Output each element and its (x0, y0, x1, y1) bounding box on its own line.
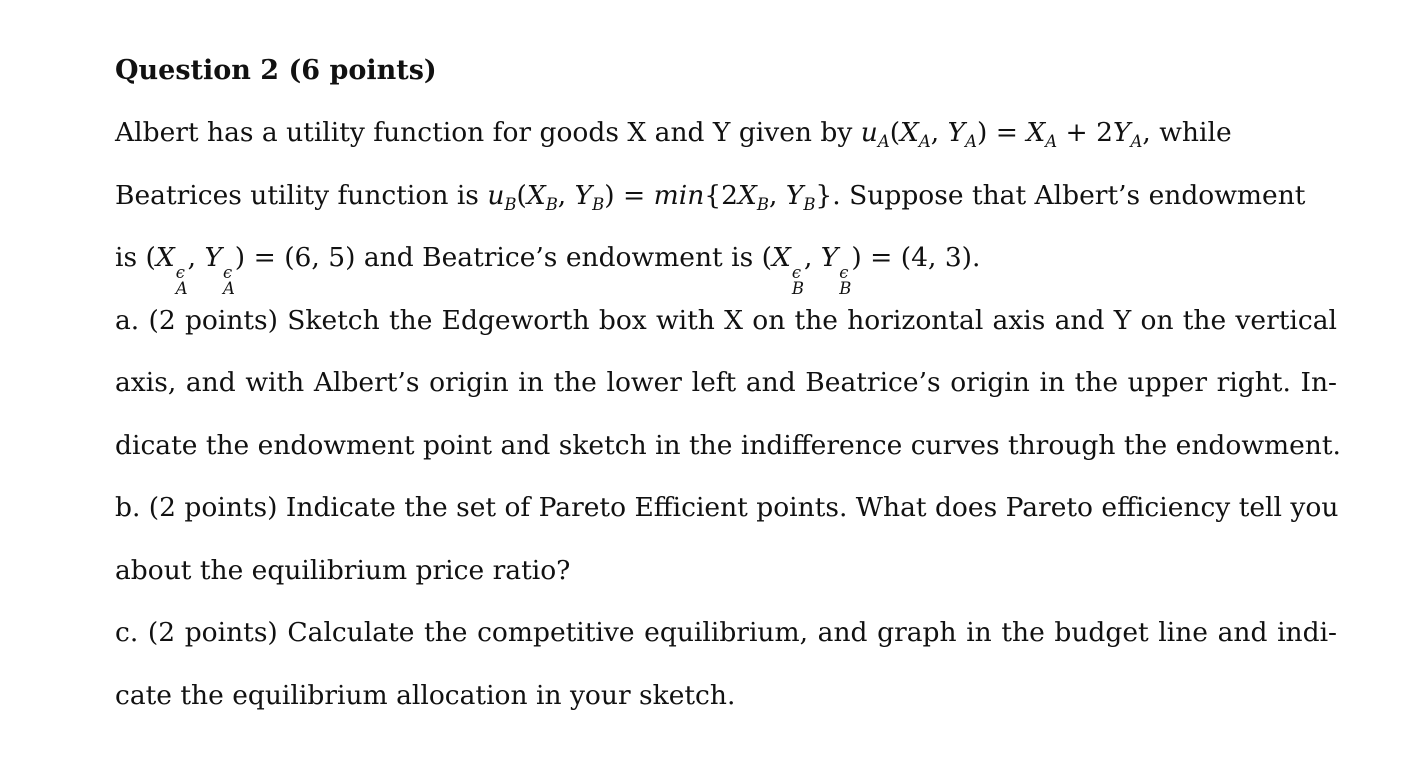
paragraph-text: , while (1142, 117, 1232, 148)
paragraph-text: = (4, 3). (861, 242, 981, 273)
part-a-line-2: axis, and with Albert’s origin in the lower left and Beatrice’s origin in the upper right. In- (115, 367, 1337, 398)
paragraph-text: . Suppose that Albert’s endowment (832, 180, 1306, 211)
part-c-line-2: cate the equilibrium allocation in your sketch. (115, 680, 736, 711)
part-b-line-1: b. (2 points) Indicate the set of Pareto Efficient points. What does Pareto efficiency tell you (115, 492, 1339, 523)
question-title: Question 2 (6 points) (115, 55, 437, 86)
paragraph-text: is (115, 242, 146, 273)
utility-b-formula: $u_B(X_B$, $Y_B) = \min\{2X_B$, $Y_B$} (487, 180, 833, 214)
endowment-b-formula: (X ϵ B , Y ϵ B ) (761, 242, 862, 298)
paragraph-line-2 (115, 179, 1337, 213)
part-a-line-1: a. (2 points) Sketch the Edgeworth box with X on the horizontal axis and Y on the vertical (115, 305, 1337, 336)
utility-a-formula: $u_A(X_A$, $Y_A) = X_A + 2Y_A$ (860, 117, 1143, 151)
part-c-line-1: c. (2 points) Calculate the competitive equilibrium, and graph in the budget line and indi- (115, 617, 1337, 648)
paragraph-line-3 (115, 241, 1337, 296)
paragraph-line-1 (115, 116, 1337, 150)
part-a-line-3: dicate the endowment point and sketch in the indifference curves through the endowment. (115, 430, 1341, 461)
paragraph-text: Beatrices utility function is (115, 180, 488, 211)
part-b-line-2: about the equilibrium price ratio? (115, 555, 571, 586)
paragraph-text: = (6, 5) and Beatrice’s endowment is (245, 242, 762, 273)
paragraph-text: Albert has a utility function for goods X and Y given by (115, 117, 861, 148)
endowment-a-formula: (X ϵ A , Y ϵ A ) (145, 242, 246, 298)
